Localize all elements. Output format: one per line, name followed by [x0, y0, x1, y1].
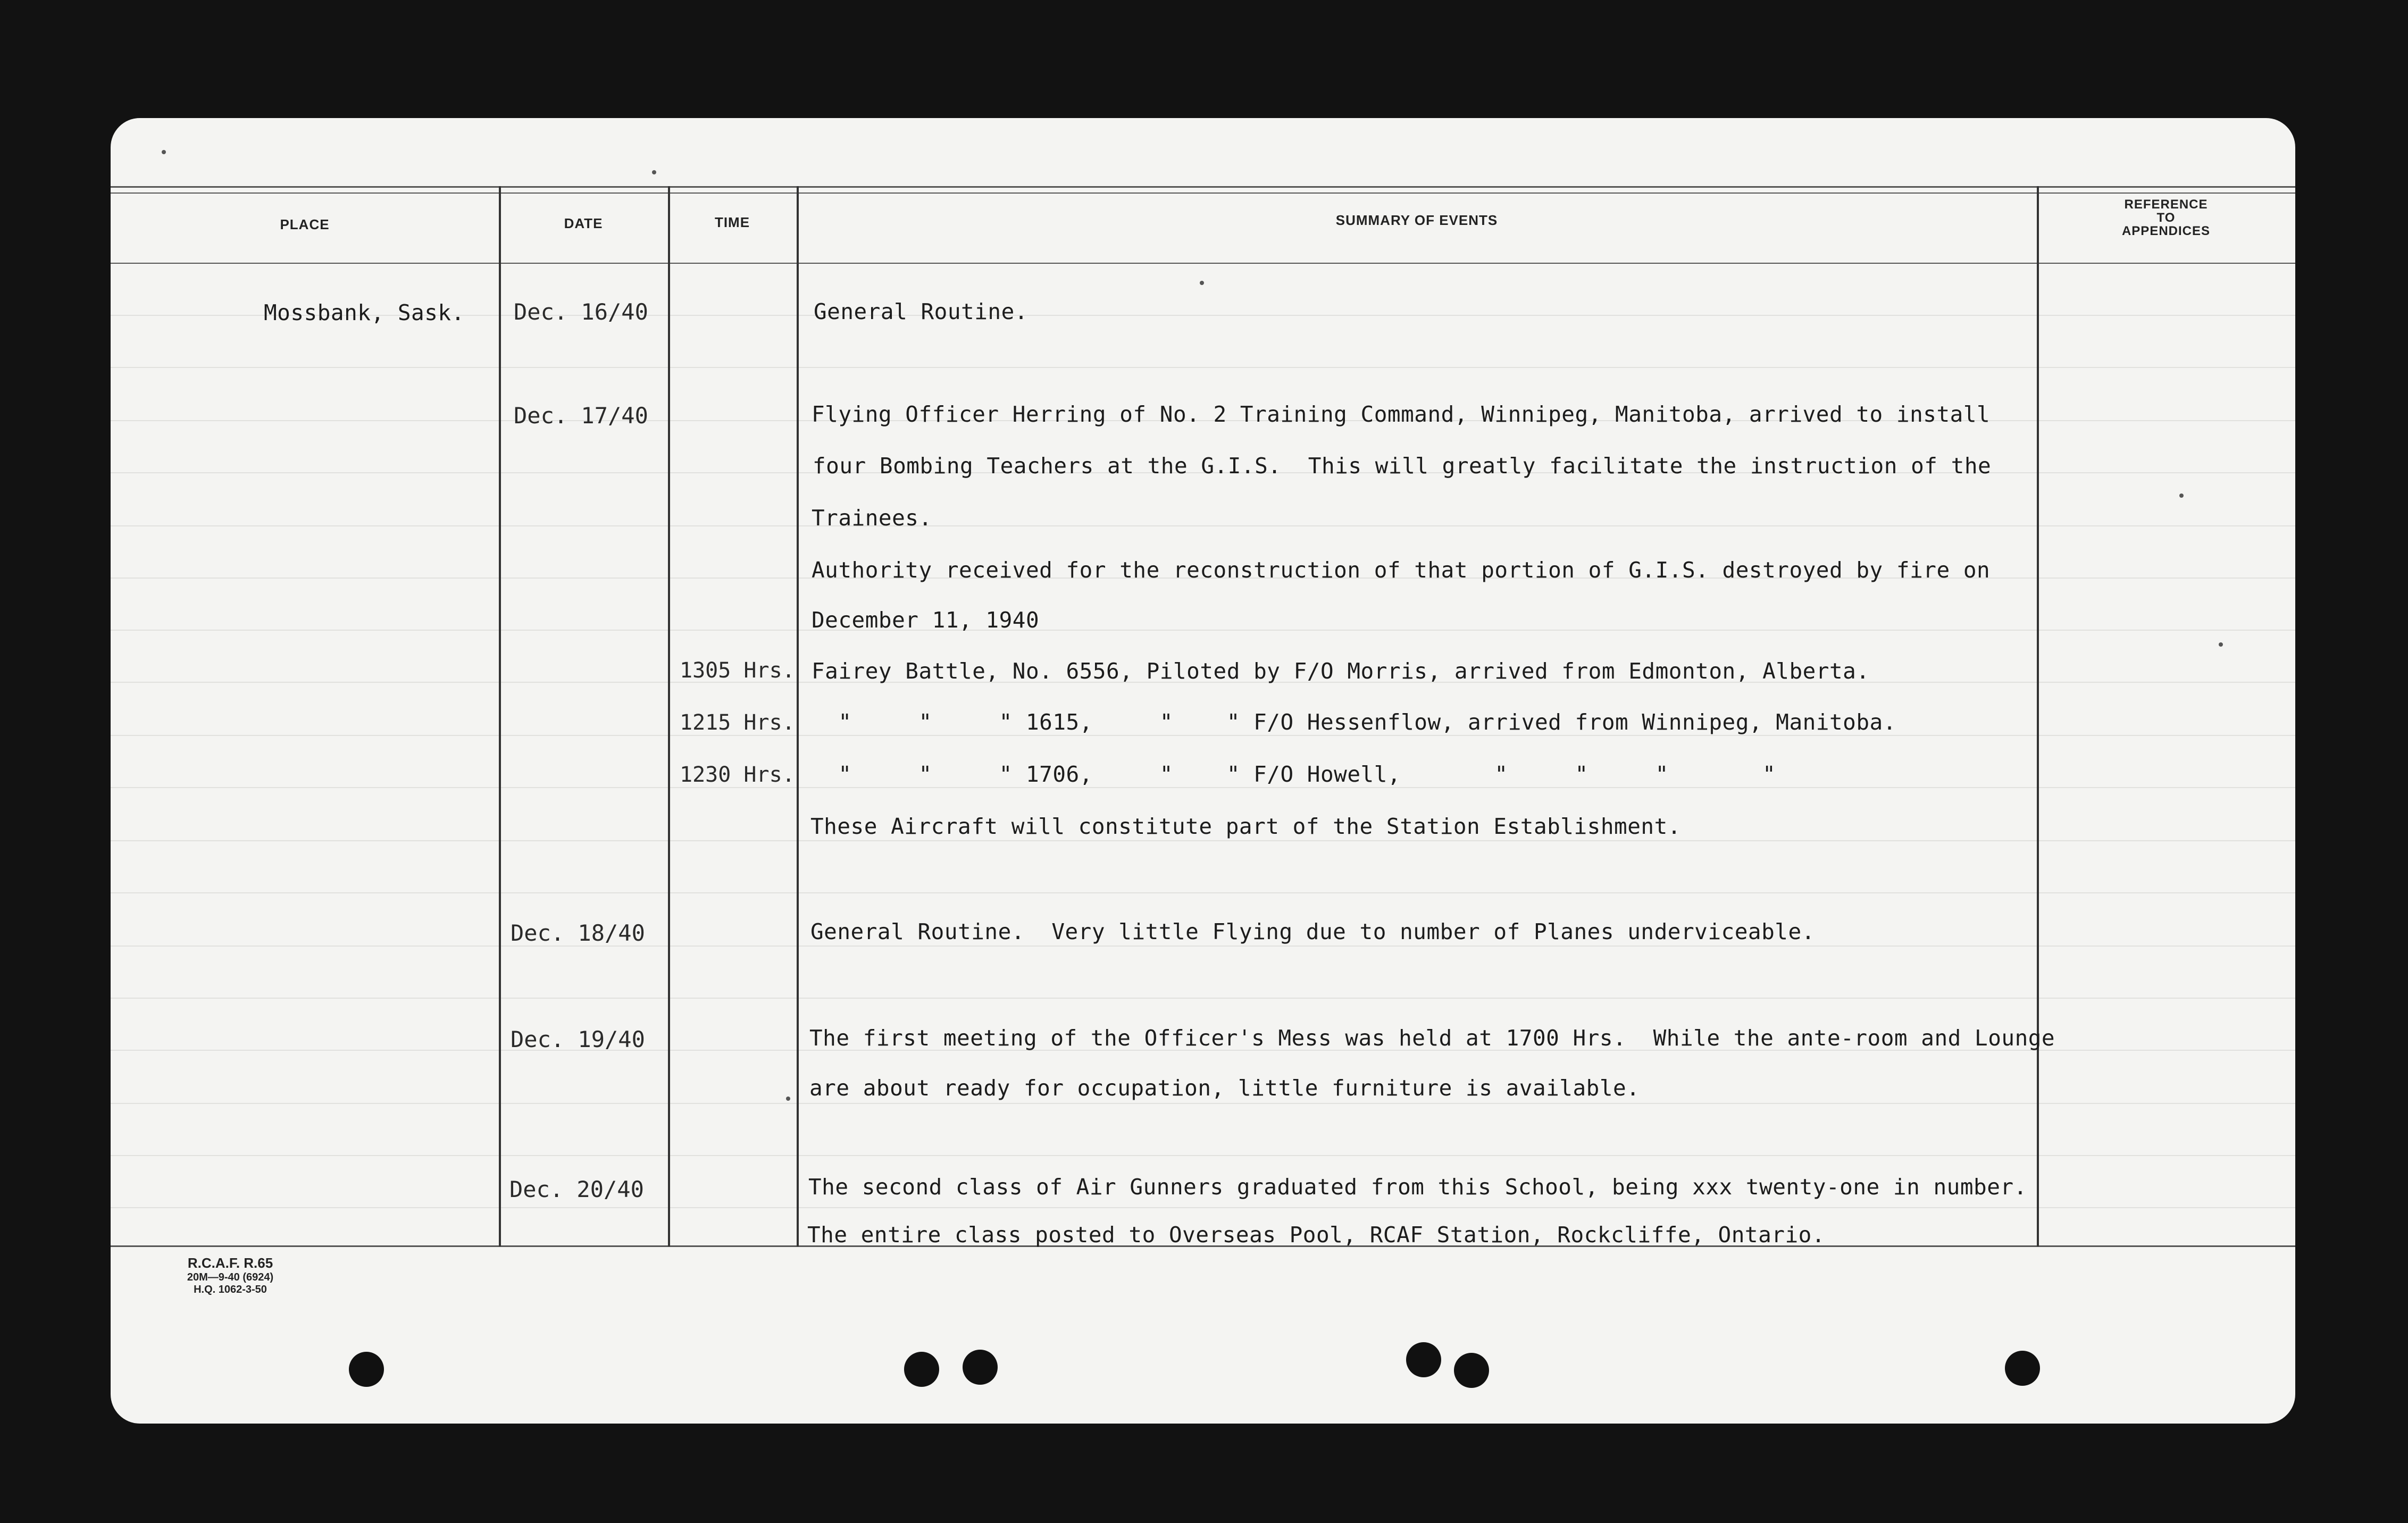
date-dec-20: Dec. 20/40: [509, 1176, 644, 1202]
summary-dec-17-line-5: December 11, 1940: [812, 607, 1040, 633]
binder-hole: [349, 1352, 384, 1387]
binder-hole: [963, 1350, 998, 1385]
summary-dec-20-line-1: The second class of Air Gunners graduated from this School, being xxx twenty-one in number.: [808, 1174, 2027, 1200]
header-bottom-rule: [111, 263, 2295, 264]
summary-dec-17-line-2: four Bombing Teachers at the G.I.S. This will greatly facilitate the instruction of the: [813, 453, 1992, 479]
header-place: PLACE: [280, 216, 330, 232]
aircraft-row-1615: " " " 1615, " " F/O Hessenflow, arrived from Winnipeg, Manitoba.: [812, 709, 1896, 735]
place-date-divider: [499, 186, 501, 1246]
date-time-divider: [668, 186, 670, 1246]
place-text: Mossbank, Sask.: [264, 300, 465, 325]
binder-hole: [1454, 1353, 1489, 1388]
header-reference-line-3: APPENDICES: [2121, 224, 2211, 238]
summary-dec-20-line-2: The entire class posted to Overseas Pool, RCAF Station, Rockcliffe, Ontario.: [807, 1222, 1825, 1248]
form-identifier: [143, 1255, 318, 1296]
header-top-rule: [111, 186, 2295, 188]
summary-dec-17-line-3: Trainees.: [812, 505, 932, 531]
summary-dec-17-closing: These Aircraft will constitute part of the Station Establishment.: [810, 814, 1681, 839]
header-time: TIME: [714, 214, 750, 230]
diary-form-card: [111, 118, 2295, 1424]
header-top-rule-2: [111, 193, 2295, 194]
time-1305: 1305 Hrs.: [680, 658, 795, 683]
binder-hole: [1406, 1342, 1441, 1377]
summary-dec-17-line-4: Authority received for the reconstruction of that portion of G.I.S. destroyed by fire on: [812, 557, 1991, 583]
date-dec-17: Dec. 17/40: [514, 403, 648, 429]
header-date: DATE: [564, 215, 603, 231]
time-1215: 1215 Hrs.: [680, 710, 795, 735]
time-summary-divider: [797, 186, 799, 1246]
summary-dec-16: General Routine.: [814, 299, 1028, 324]
date-dec-18: Dec. 18/40: [511, 920, 645, 946]
time-1230: 1230 Hrs.: [680, 763, 795, 787]
binder-hole: [904, 1352, 939, 1387]
form-hq-number: H.Q. 1062-3-50: [194, 1284, 267, 1295]
aircraft-row-1706: " " " 1706, " " F/O Howell, " " " ": [812, 761, 1776, 787]
aircraft-row-6556: Fairey Battle, No. 6556, Piloted by F/O Morris, arrived from Edmonton, Alberta.: [812, 658, 1870, 684]
date-dec-16: Dec. 16/40: [514, 299, 648, 325]
date-dec-19: Dec. 19/40: [511, 1026, 645, 1052]
header-reference-line-2: TO: [2156, 211, 2176, 225]
summary-dec-17-line-1: Flying Officer Herring of No. 2 Training Command, Winnipeg, Manitoba, arrived to install: [812, 401, 1991, 427]
form-print-run: 20M—9-40 (6924): [187, 1271, 274, 1283]
summary-dec-19-line-2: are about ready for occupation, little furniture is available.: [809, 1075, 1640, 1101]
binder-hole: [2005, 1351, 2040, 1386]
summary-reference-divider: [2037, 186, 2039, 1246]
header-reference-line-1: REFERENCE: [2124, 197, 2208, 212]
summary-dec-19-line-1: The first meeting of the Officer's Mess was held at 1700 Hrs. While the ante-room and Lounge: [809, 1025, 2055, 1051]
header-summary: SUMMARY OF EVENTS: [1335, 212, 1498, 228]
summary-dec-18: General Routine. Very little Flying due to number of Planes underviceable.: [810, 919, 1815, 944]
form-code: R.C.A.F. R.65: [187, 1255, 273, 1271]
header-reference: [2037, 198, 2295, 238]
